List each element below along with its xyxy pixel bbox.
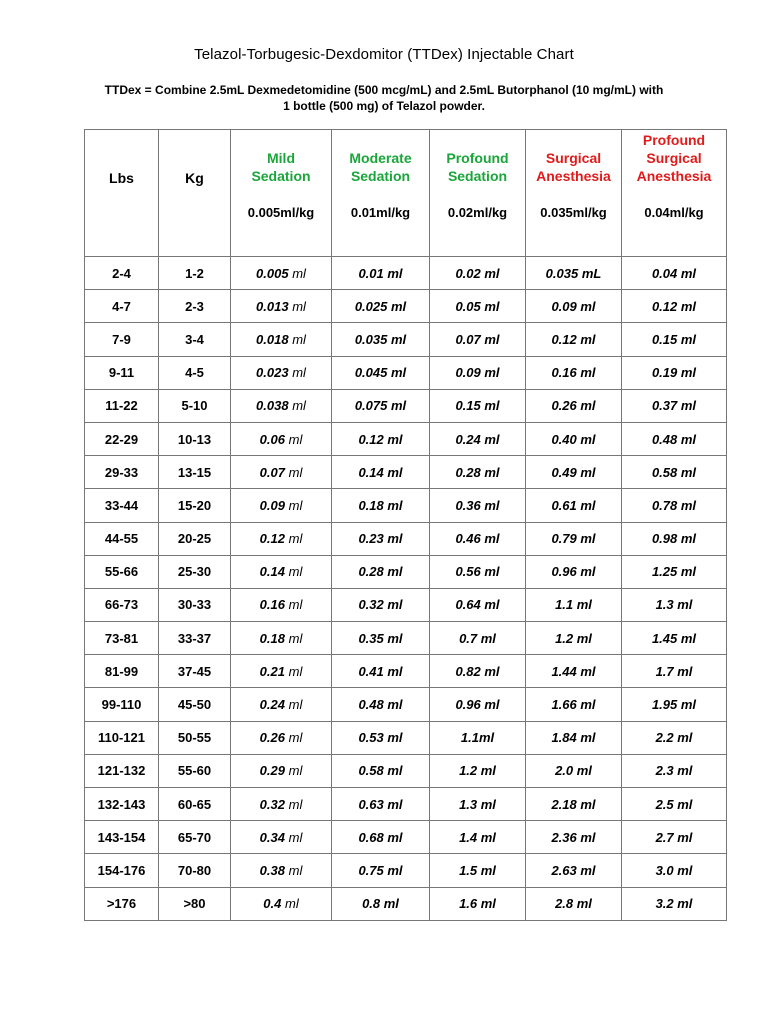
cell-profound-sedation: 0.24 ml (430, 422, 526, 455)
dosage-table (84, 129, 727, 921)
cell-profound-sedation: 0.64 ml (430, 588, 526, 621)
mild-dose-value: 0.24 (259, 697, 285, 713)
cell-profound-surgical-anesthesia: 0.58 ml (622, 456, 727, 489)
table-row (85, 323, 727, 356)
cell-profound-sedation: 1.3 ml (430, 788, 526, 821)
cell-mild-sedation (231, 456, 332, 489)
mild-dose-unit: ml (288, 630, 303, 646)
mild-dose-unit: ml (292, 398, 306, 414)
cell-surgical-anesthesia: 0.40 ml (526, 422, 622, 455)
cell-profound-surgical-anesthesia: 2.3 ml (622, 754, 727, 787)
mild-dose-unit: ml (288, 531, 303, 547)
cell-moderate-sedation: 0.01 ml (332, 257, 430, 290)
header-row (85, 130, 727, 257)
cell-surgical-anesthesia: 0.79 ml (526, 522, 622, 555)
cell-moderate-sedation: 0.58 ml (332, 754, 430, 787)
dose-rate: 0.035ml/kg (540, 205, 607, 220)
cell-moderate-sedation: 0.48 ml (332, 688, 430, 721)
cell-profound-surgical-anesthesia: 1.3 ml (622, 588, 727, 621)
mild-dose-unit: ml (288, 597, 303, 613)
cell-profound-surgical-anesthesia: 0.48 ml (622, 422, 727, 455)
cell-profound-sedation: 0.82 ml (430, 655, 526, 688)
cell-mild-sedation (231, 655, 332, 688)
mild-dose-value: 0.12 (259, 531, 285, 547)
mild-dose-unit: ml (288, 862, 303, 878)
cell-kg: 2-3 (159, 290, 231, 323)
cell-surgical-anesthesia: 0.12 ml (526, 323, 622, 356)
cell-surgical-anesthesia: 0.035 mL (526, 257, 622, 290)
mild-dose-value: 0.29 (259, 763, 285, 779)
cell-profound-sedation: 1.2 ml (430, 754, 526, 787)
cell-surgical-anesthesia: 1.84 ml (526, 721, 622, 754)
mild-dose-unit: ml (288, 431, 303, 447)
cell-surgical-anesthesia: 0.26 ml (526, 389, 622, 422)
cell-moderate-sedation: 0.035 ml (332, 323, 430, 356)
cell-moderate-sedation: 0.18 ml (332, 489, 430, 522)
cell-profound-surgical-anesthesia: 0.04 ml (622, 257, 727, 290)
cell-surgical-anesthesia: 0.09 ml (526, 290, 622, 323)
table-row (85, 788, 727, 821)
mild-dose-value: 0.32 (259, 796, 285, 812)
cell-moderate-sedation: 0.14 ml (332, 456, 430, 489)
cell-kg: 13-15 (159, 456, 231, 489)
cell-profound-sedation: 1.6 ml (430, 887, 526, 920)
table-row (85, 489, 727, 522)
cell-kg: 50-55 (159, 721, 231, 754)
mild-dose-unit: ml (288, 763, 303, 779)
cell-profound-surgical-anesthesia: 0.12 ml (622, 290, 727, 323)
cell-surgical-anesthesia: 0.96 ml (526, 555, 622, 588)
cell-moderate-sedation: 0.75 ml (332, 854, 430, 887)
cell-lbs: 4-7 (85, 290, 159, 323)
cell-lbs: 55-66 (85, 555, 159, 588)
mild-dose-value: 0.38 (259, 862, 285, 878)
cell-lbs: 44-55 (85, 522, 159, 555)
table-row (85, 422, 727, 455)
cell-mild-sedation (231, 754, 332, 787)
mild-dose-unit: ml (288, 829, 303, 845)
table-row (85, 854, 727, 887)
cell-profound-sedation: 0.02 ml (430, 257, 526, 290)
cell-mild-sedation (231, 356, 332, 389)
table-row (85, 456, 727, 489)
cell-kg: 70-80 (159, 854, 231, 887)
cell-surgical-anesthesia: 2.63 ml (526, 854, 622, 887)
table-row (85, 588, 727, 621)
cell-profound-surgical-anesthesia: 0.37 ml (622, 389, 727, 422)
cell-moderate-sedation: 0.8 ml (332, 887, 430, 920)
cell-kg: 10-13 (159, 422, 231, 455)
cell-lbs: 132-143 (85, 788, 159, 821)
cell-kg: 5-10 (159, 389, 231, 422)
header-moderate-sedation: Moderate Sedation 0.01ml/kg (332, 130, 430, 257)
mild-dose-value: 0.16 (259, 597, 285, 613)
cell-surgical-anesthesia: 2.18 ml (526, 788, 622, 821)
mild-dose-unit: ml (288, 796, 303, 812)
header-profound-surgical-anesthesia: Profound Surgical Anesthesia 0.04ml/kg (622, 130, 727, 257)
cell-lbs: 73-81 (85, 622, 159, 655)
cell-kg: 15-20 (159, 489, 231, 522)
cell-kg: >80 (159, 887, 231, 920)
cell-kg: 60-65 (159, 788, 231, 821)
cell-lbs: 22-29 (85, 422, 159, 455)
mild-dose-value: 0.038 (256, 398, 289, 414)
mild-dose-value: 0.09 (259, 497, 285, 513)
cell-surgical-anesthesia: 0.49 ml (526, 456, 622, 489)
cell-mild-sedation (231, 323, 332, 356)
table-row (85, 622, 727, 655)
cell-profound-sedation: 0.7 ml (430, 622, 526, 655)
cell-profound-sedation: 0.09 ml (430, 356, 526, 389)
cell-kg: 20-25 (159, 522, 231, 555)
cell-profound-sedation: 1.1ml (430, 721, 526, 754)
cell-kg: 55-60 (159, 754, 231, 787)
header-lbs: Lbs (85, 130, 159, 257)
mild-dose-value: 0.06 (259, 431, 285, 447)
mild-dose-value: 0.023 (256, 365, 289, 381)
table-row (85, 887, 727, 920)
mixing-instructions-line-1: TTDex = Combine 2.5mL Dexmedetomidine (500 mcg/mL) and 2.5mL Butorphanol (10 mg/mL) with (104, 83, 664, 97)
cell-kg: 33-37 (159, 622, 231, 655)
cell-lbs: 110-121 (85, 721, 159, 754)
cell-profound-sedation: 0.56 ml (430, 555, 526, 588)
dose-rate: 0.02ml/kg (447, 205, 508, 220)
cell-profound-sedation: 1.5 ml (430, 854, 526, 887)
cell-surgical-anesthesia: 1.2 ml (526, 622, 622, 655)
cell-lbs: 9-11 (85, 356, 159, 389)
cell-moderate-sedation: 0.045 ml (332, 356, 430, 389)
cell-profound-surgical-anesthesia: 0.15 ml (622, 323, 727, 356)
header-kg: Kg (159, 130, 231, 257)
cell-mild-sedation (231, 257, 332, 290)
header-mild-sedation: Mild Sedation 0.005ml/kg (231, 130, 332, 257)
mild-dose-value: 0.4 (263, 896, 282, 912)
cell-moderate-sedation: 0.12 ml (332, 422, 430, 455)
cell-lbs: >176 (85, 887, 159, 920)
dose-rate: 0.005ml/kg (247, 205, 315, 220)
cell-profound-sedation: 0.36 ml (430, 489, 526, 522)
cell-mild-sedation (231, 555, 332, 588)
mild-dose-unit: ml (292, 365, 306, 381)
cell-profound-sedation: 1.4 ml (430, 821, 526, 854)
cell-kg: 4-5 (159, 356, 231, 389)
cell-lbs: 81-99 (85, 655, 159, 688)
table-row (85, 389, 727, 422)
mild-dose-unit: ml (292, 298, 306, 314)
cell-surgical-anesthesia: 0.16 ml (526, 356, 622, 389)
mild-dose-unit: ml (284, 896, 299, 912)
cell-profound-sedation: 0.46 ml (430, 522, 526, 555)
cell-profound-sedation: 0.96 ml (430, 688, 526, 721)
cell-profound-surgical-anesthesia: 3.2 ml (622, 887, 727, 920)
cell-surgical-anesthesia: 1.44 ml (526, 655, 622, 688)
cell-lbs: 99-110 (85, 688, 159, 721)
cell-lbs: 154-176 (85, 854, 159, 887)
mild-dose-unit: ml (292, 331, 306, 347)
mild-dose-unit: ml (288, 564, 303, 580)
mild-dose-unit: ml (288, 464, 303, 480)
mild-dose-value: 0.34 (259, 829, 285, 845)
cell-moderate-sedation: 0.53 ml (332, 721, 430, 754)
cell-mild-sedation (231, 821, 332, 854)
table-row (85, 754, 727, 787)
dose-rate: 0.04ml/kg (644, 205, 704, 220)
mild-dose-unit: ml (288, 497, 303, 513)
cell-lbs: 33-44 (85, 489, 159, 522)
cell-mild-sedation (231, 389, 332, 422)
cell-moderate-sedation: 0.41 ml (332, 655, 430, 688)
cell-profound-surgical-anesthesia: 0.98 ml (622, 522, 727, 555)
cell-kg: 37-45 (159, 655, 231, 688)
cell-surgical-anesthesia: 1.1 ml (526, 588, 622, 621)
cell-mild-sedation (231, 788, 332, 821)
cell-surgical-anesthesia: 1.66 ml (526, 688, 622, 721)
cell-mild-sedation (231, 721, 332, 754)
table-row (85, 655, 727, 688)
cell-moderate-sedation: 0.63 ml (332, 788, 430, 821)
cell-profound-surgical-anesthesia: 3.0 ml (622, 854, 727, 887)
cell-moderate-sedation: 0.025 ml (332, 290, 430, 323)
cell-mild-sedation (231, 688, 332, 721)
cell-surgical-anesthesia: 2.0 ml (526, 754, 622, 787)
table-row (85, 356, 727, 389)
table-row (85, 555, 727, 588)
cell-kg: 65-70 (159, 821, 231, 854)
cell-surgical-anesthesia: 0.61 ml (526, 489, 622, 522)
mild-dose-value: 0.21 (259, 663, 285, 679)
table-row (85, 290, 727, 323)
cell-kg: 1-2 (159, 257, 231, 290)
cell-surgical-anesthesia: 2.36 ml (526, 821, 622, 854)
cell-profound-sedation: 0.07 ml (430, 323, 526, 356)
cell-profound-surgical-anesthesia: 1.25 ml (622, 555, 727, 588)
mild-dose-value: 0.14 (259, 564, 285, 580)
cell-kg: 30-33 (159, 588, 231, 621)
page-title: Telazol-Torbugesic-Dexdomitor (TTDex) Injectable Chart (194, 46, 574, 63)
cell-profound-surgical-anesthesia: 1.45 ml (622, 622, 727, 655)
mixing-instructions (40, 82, 728, 114)
cell-moderate-sedation: 0.23 ml (332, 522, 430, 555)
cell-profound-surgical-anesthesia: 0.78 ml (622, 489, 727, 522)
cell-moderate-sedation: 0.075 ml (332, 389, 430, 422)
cell-mild-sedation (231, 854, 332, 887)
mild-dose-unit: ml (288, 730, 303, 746)
cell-profound-surgical-anesthesia: 2.5 ml (622, 788, 727, 821)
cell-mild-sedation (231, 622, 332, 655)
cell-mild-sedation (231, 489, 332, 522)
cell-profound-sedation: 0.05 ml (430, 290, 526, 323)
table-row (85, 721, 727, 754)
mild-dose-unit: ml (288, 663, 303, 679)
table-row (85, 688, 727, 721)
cell-surgical-anesthesia: 2.8 ml (526, 887, 622, 920)
cell-lbs: 29-33 (85, 456, 159, 489)
cell-lbs: 143-154 (85, 821, 159, 854)
cell-profound-surgical-anesthesia: 2.2 ml (622, 721, 727, 754)
cell-profound-sedation: 0.15 ml (430, 389, 526, 422)
cell-kg: 25-30 (159, 555, 231, 588)
dosage-rows (85, 257, 727, 921)
cell-moderate-sedation: 0.28 ml (332, 555, 430, 588)
cell-profound-surgical-anesthesia: 2.7 ml (622, 821, 727, 854)
header-profound-sedation: Profound Sedation 0.02ml/kg (430, 130, 526, 257)
cell-mild-sedation (231, 422, 332, 455)
cell-kg: 3-4 (159, 323, 231, 356)
cell-kg: 45-50 (159, 688, 231, 721)
table-row (85, 821, 727, 854)
cell-lbs: 66-73 (85, 588, 159, 621)
mild-dose-unit: ml (292, 265, 306, 281)
cell-profound-surgical-anesthesia: 0.19 ml (622, 356, 727, 389)
cell-mild-sedation (231, 887, 332, 920)
mixing-instructions-line-2: 1 bottle (500 mg) of Telazol powder. (283, 99, 485, 113)
cell-moderate-sedation: 0.68 ml (332, 821, 430, 854)
cell-mild-sedation (231, 588, 332, 621)
mild-dose-value: 0.18 (259, 630, 285, 646)
mild-dose-value: 0.013 (256, 298, 289, 314)
header-surgical-anesthesia: Surgical Anesthesia 0.035ml/kg (526, 130, 622, 257)
mild-dose-value: 0.26 (259, 730, 285, 746)
cell-lbs: 11-22 (85, 389, 159, 422)
mild-dose-value: 0.005 (256, 265, 289, 281)
mild-dose-unit: ml (288, 697, 303, 713)
cell-moderate-sedation: 0.32 ml (332, 588, 430, 621)
cell-profound-sedation: 0.28 ml (430, 456, 526, 489)
mild-dose-value: 0.07 (259, 464, 285, 480)
mild-dose-value: 0.018 (256, 331, 289, 347)
cell-profound-surgical-anesthesia: 1.95 ml (622, 688, 727, 721)
table-row (85, 257, 727, 290)
cell-mild-sedation (231, 522, 332, 555)
cell-lbs: 2-4 (85, 257, 159, 290)
cell-moderate-sedation: 0.35 ml (332, 622, 430, 655)
table-row (85, 522, 727, 555)
cell-lbs: 7-9 (85, 323, 159, 356)
dose-rate: 0.01ml/kg (350, 205, 411, 220)
cell-lbs: 121-132 (85, 754, 159, 787)
cell-mild-sedation (231, 290, 332, 323)
cell-profound-surgical-anesthesia: 1.7 ml (622, 655, 727, 688)
